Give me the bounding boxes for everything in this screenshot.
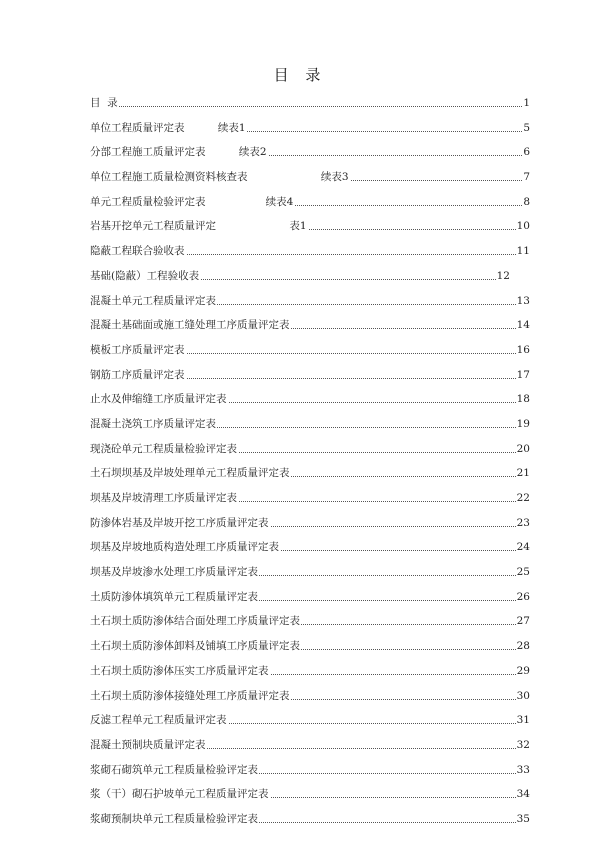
- toc-entry[interactable]: [90, 491, 530, 516]
- toc-entry[interactable]: [90, 417, 530, 442]
- toc-entry[interactable]: [90, 466, 530, 491]
- toc-entry[interactable]: [90, 392, 530, 417]
- toc-entry-label: 目 录: [90, 97, 118, 109]
- toc-entry[interactable]: [90, 664, 530, 689]
- page-title: 目 录: [273, 66, 327, 84]
- toc-entry-page: 25: [516, 566, 530, 579]
- toc-entry[interactable]: [90, 614, 530, 639]
- toc-entry-page: 7: [523, 171, 530, 184]
- toc-entry[interactable]: [90, 244, 530, 269]
- toc-entry[interactable]: [90, 565, 530, 590]
- toc-entry-page: 32: [516, 738, 530, 751]
- toc-entry-page: 5: [523, 121, 530, 134]
- toc-entry[interactable]: [90, 269, 530, 294]
- toc-entry[interactable]: [90, 145, 530, 170]
- toc-entry[interactable]: [90, 540, 530, 565]
- toc-entry[interactable]: [90, 96, 530, 121]
- toc-entry-label: 土石坝土质防渗体卸料及铺填工序质量评定表: [90, 640, 300, 653]
- toc-entry-page: 11: [516, 245, 530, 258]
- toc-entry[interactable]: [90, 812, 530, 837]
- toc-entry-page: 10: [516, 220, 530, 233]
- toc-entry[interactable]: [90, 195, 530, 220]
- toc-entry-label: 钢筋工序质量评定表: [90, 368, 185, 381]
- toc-entry-page: 12: [496, 269, 510, 282]
- toc-entry-page: 13: [516, 294, 530, 307]
- toc-entry-label: 混凝土单元工程质量评定表: [90, 294, 216, 307]
- toc-entry-label: 反滤工程单元工程质量评定表: [90, 714, 227, 727]
- toc-entry-label: 模板工序质量评定表: [90, 343, 185, 356]
- toc-entry-page: 34: [516, 788, 530, 801]
- toc-entry-label: 土石坝坝基及岸坡处理单元工程质量评定表: [90, 467, 290, 480]
- toc-entry-page: 30: [516, 689, 530, 702]
- toc-entry-page: 31: [516, 714, 530, 727]
- toc-entry[interactable]: [90, 738, 530, 763]
- toc-entry-label: 土石坝土质防渗体压实工序质量评定表: [90, 664, 269, 677]
- toc-entry-label: 混凝土浇筑工序质量评定表: [90, 417, 216, 430]
- toc-entry-page: 14: [516, 319, 530, 332]
- toc-entry-label: 土石坝土质防渗体结合面处理工序质量评定表: [90, 615, 300, 628]
- toc-entry-page: 16: [516, 343, 530, 356]
- toc-entry-label: 单位工程施工质量检测资料核查表 续表3: [90, 171, 349, 184]
- toc-entry[interactable]: [90, 639, 530, 664]
- toc-entry-page: 26: [516, 590, 530, 603]
- toc-entry-page: 1: [523, 97, 530, 109]
- toc-entry[interactable]: [90, 442, 530, 467]
- toc-entry-page: 8: [523, 195, 530, 208]
- toc-entry-page: 28: [516, 640, 530, 653]
- toc-entry-page: 6: [523, 146, 530, 159]
- toc-entry[interactable]: [90, 763, 530, 788]
- toc-entry-page: 17: [516, 368, 530, 381]
- toc-entry-label: 分部工程施工质量评定表 续表2: [90, 146, 267, 159]
- toc-entry[interactable]: [90, 516, 530, 541]
- toc-entry-page: 20: [516, 442, 530, 455]
- toc-entry-label: 土石坝土质防渗体接缝处理工序质量评定表: [90, 689, 290, 702]
- toc-entry-page: 22: [516, 492, 530, 504]
- toc-entry[interactable]: [90, 713, 530, 738]
- toc-entry-page: 29: [516, 664, 530, 677]
- toc-entry-label: 混凝土预制块质量评定表: [90, 738, 206, 751]
- toc-entry-label: 坝基及岸坡渗水处理工序质量评定表: [90, 566, 258, 579]
- dot-leader: [90, 106, 530, 107]
- toc-entry-page: 18: [516, 393, 530, 406]
- toc-entry-page: 21: [516, 467, 530, 480]
- toc-entry[interactable]: [90, 294, 530, 319]
- toc-entry-label: 浆砌预制块单元工程质量检验评定表: [90, 812, 258, 825]
- toc-entry-page: 24: [516, 541, 530, 554]
- toc-entry-label: 岩基开挖单元工程质量评定 表1: [90, 220, 307, 233]
- toc-entry-label: 单位工程质量评定表 续表1: [90, 121, 246, 134]
- toc-entry[interactable]: [90, 368, 530, 393]
- toc-entry[interactable]: [90, 219, 530, 244]
- toc-entry-label: 混凝土基础面或施工缝处理工序质量评定表: [90, 319, 290, 332]
- toc-entry-label: 坝基及岸坡清理工序质量评定表: [90, 492, 237, 504]
- toc-entry-label: 止水及伸缩缝工序质量评定表: [90, 393, 227, 406]
- toc-entry[interactable]: [90, 318, 530, 343]
- toc-entry-label: 浆砌石砌筑单元工程质量检验评定表: [90, 763, 258, 776]
- toc-entry[interactable]: [90, 121, 530, 146]
- toc-entry-label: 防渗体岩基及岸坡开挖工序质量评定表: [90, 516, 269, 529]
- toc-entry-page: 35: [516, 812, 530, 825]
- table-of-contents: [90, 96, 530, 837]
- toc-entry[interactable]: [90, 590, 530, 615]
- toc-entry-label: 土质防渗体填筑单元工程质量评定表: [90, 590, 258, 603]
- toc-entry[interactable]: [90, 170, 530, 195]
- toc-entry[interactable]: [90, 689, 530, 714]
- toc-entry-label: 现浇砼单元工程质量检验评定表: [90, 442, 237, 455]
- toc-entry-label: 浆（干）砌石护坡单元工程质量评定表: [90, 788, 269, 801]
- toc-entry-label: 坝基及岸坡地质构造处理工序质量评定表: [90, 541, 279, 554]
- toc-entry-page: 27: [516, 615, 530, 628]
- toc-entry-label: 基础(隐蔽）工程验收表: [90, 269, 200, 282]
- toc-entry-label: 隐蔽工程联合验收表: [90, 245, 185, 258]
- toc-entry[interactable]: [90, 787, 530, 812]
- toc-entry[interactable]: [90, 343, 530, 368]
- toc-entry-label: 单元工程质量检验评定表 续表4: [90, 195, 294, 208]
- toc-entry-page: 23: [516, 516, 530, 529]
- toc-entry-page: 19: [516, 417, 530, 430]
- toc-entry-page: 33: [516, 763, 530, 776]
